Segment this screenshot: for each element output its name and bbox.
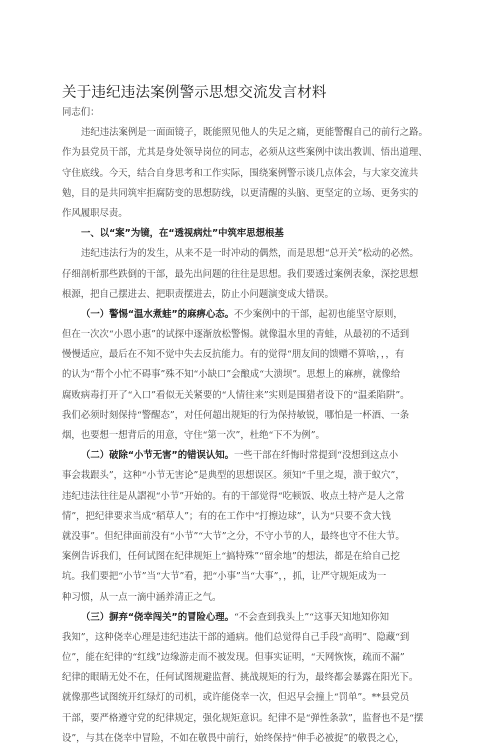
paragraph-line: 违纪违法往往是从謵视“小节”开始的。有的干部觉得“吃顿饭、收点土特产是人之常 (62, 490, 405, 502)
paragraph-line: 就像那些试图统开红绿灯的司机，或许能侥幸一次，但迟早会撞上“罚单”。**县党员 (62, 692, 410, 704)
paragraph-text: 一些干部在纤悔时常提到“没想到这点小 (233, 450, 399, 462)
paragraph-line: 作为县党员干部，尤其是身处领导岗位的同志，必须从这些案例中读出教训、悟出道理、 (62, 147, 428, 159)
paragraph-line: 但在一次次“小恩小惠”的试探中逐渐放松警惕。就像温水里的青蛙，从最初的不适到 (62, 329, 410, 341)
paragraph-line: 种习惯，从一点一滴中涵养清正之气。 (62, 591, 222, 603)
paragraph-line: 我知”，这种侥幸心理是违纪违法干部的通病。他们总觉得自己手段“高明”、隐藏“到 (62, 631, 410, 643)
paragraph-line: 烟，也要想一想背后的用意，守住“第一次”，杜绝“下不为例”。 (62, 430, 325, 441)
paragraph-line: 情”，把纪律要求当成“稻草人”；有的在工作中“打擦边球”，认为“只要不贪大钱 (62, 510, 391, 522)
paragraph-line: 根源，把自己摆进去、把职责摆进去，防止小问题演变成大错误。 (62, 288, 334, 300)
paragraph-line: 坑。我们要把“小节”当“大节”看，把“小事”当“大事”，，抓，让严守规矩成为一 (62, 571, 387, 583)
paragraph-line: 就没事”。但纪律面前没有“小节”“大节”之分，不守小节的人，最终也守不住大节。 (62, 530, 405, 542)
paragraph-text: 不少案例中的干部，起初也能坚守原则， (233, 308, 403, 320)
paragraph-line: 违纪违法案例是一面面镜子，既能照见他人的失足之痛，更能警醒自己的前行之路。 (81, 127, 428, 139)
paragraph-line: 腐败病毒打开了“入口”看似无关紧要的“人情往来”实则是围猎者设下的“温柔陷阱”。 (62, 389, 410, 401)
paragraph-line: 位”，能在纪律的“红线”边缘游走而不被发现。但事实证明，“天网恢恢，疏而不漏” (62, 652, 405, 664)
paragraph-line: 勉，目的是共同筑牢拒腐防变的思想防线，以更清醒的头脑、更坚定的立场、更务实的 (62, 187, 419, 199)
paragraph-text: “不会查到我头上”“这事天知地知你知 (233, 611, 389, 623)
document-body (62, 103, 440, 749)
subsection-heading: （二）破除“小节无害”的错误认知。 (81, 450, 234, 462)
paragraph-line: 案例告诉我们，任何试图在纪律规矩上“搞特殊”“留余地”的想法，都是在给自己挖 (62, 551, 400, 563)
section-heading: 一、以“案”为镜，在“透视病灶”中筑牢思想根基 (81, 228, 284, 240)
paragraph-line: 干部，要严格遵守党的纪律规定，强化规矩意识。纪律不是“弹性条款”，监督也不是“摆 (62, 712, 424, 724)
subsection-line (62, 608, 440, 628)
paragraph-line: 的认为“帮个小忙不碍事”殊不知“小缺口”会酿成“大溃坝”。思想上的麻痹，就像给 (62, 369, 401, 381)
paragraph-line: 设”，与其在侥幸中冒险，不如在敬畏中前行，始终保持“伸手必被捉”的敬畏之心， (62, 732, 405, 744)
paragraph-line: 事会栽跟头”，这种“小节无害论”是典型的思想误区。须知“千里之堤，溃于蚁穴”， (62, 470, 405, 482)
subsection-line (62, 446, 440, 466)
paragraph-line: 作风履职尽责。 (62, 207, 128, 219)
paragraph-line: 守住底线。今天，结合自身思考和工作实际，围绕案例警示谈几点体会，与大家交流共 (62, 167, 419, 179)
subsection-line (62, 305, 440, 325)
paragraph-line: 违纪违法行为的发生，从来不是一时冲动的偶然，而是思想“总开关”松动的必然。 (81, 248, 419, 260)
salutation: 同志们： (62, 107, 100, 118)
paragraph-line: 仔细剖析那些跌倒的干部，最先出问题的往往是思想。我们要透过案例表象，深挖思想 (62, 268, 419, 280)
subsection-heading: （一）警惕“温水煮蛙”的麻痹心态。 (81, 308, 234, 320)
paragraph-line: 纪律的眼睛无处不在，任何试图规避监督、挑战规矩的行为，最终都会暴露在阳光下。 (62, 672, 419, 684)
paragraph-line: 我们必须时刻保持“警醒态”，对任何超出规矩的行为保持敏锐，哪怕是一杯酒、一条 (62, 409, 410, 421)
paragraph-line: 慢慢适应，最后在不知不觉中失去反抗能力。有的觉得“朋友间的馈赠不算啥，，，有 (62, 349, 405, 361)
subsection-heading: （三）摒弃“侥幸闯关”的冒险心理。 (81, 611, 234, 623)
document-title: 关于违纪违法案例警示思想交流发言材料 (62, 85, 327, 101)
